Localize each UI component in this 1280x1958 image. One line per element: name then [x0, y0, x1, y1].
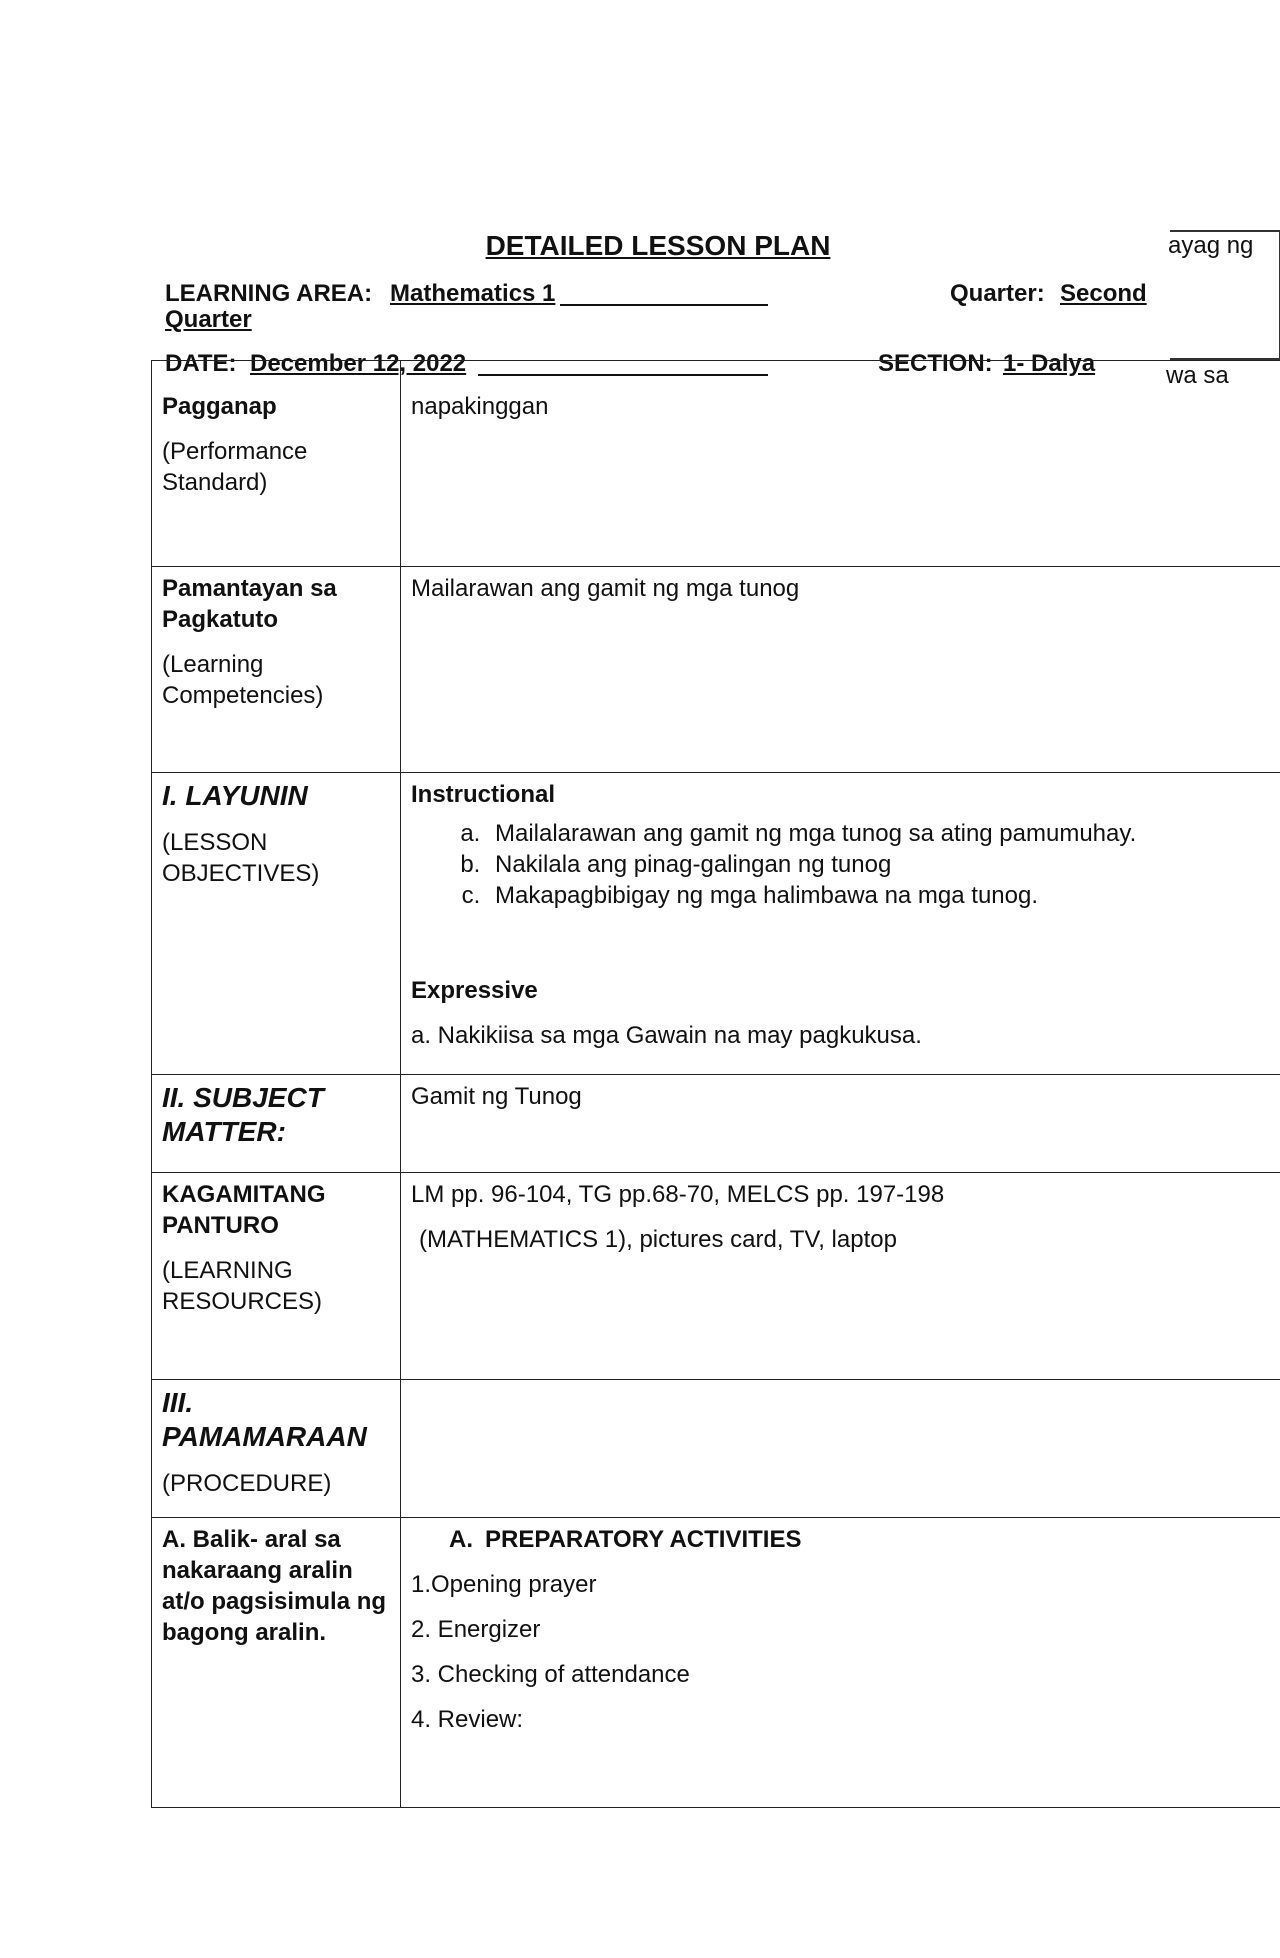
performance-standard-sub: (Performance Standard) — [162, 438, 308, 496]
expressive-item: a. Nakikiisa sa mga Gawain na may pagkukusa. — [411, 1022, 922, 1049]
table-row-procedure — [152, 1380, 1280, 1518]
list-item: c. Makapagbibigay ng mga halimbawa na mga tunog. — [487, 880, 1271, 911]
objectives-label-cell — [152, 773, 401, 1075]
instructional-heading: Instructional — [411, 781, 556, 808]
competencies-content: Mailarawan ang gamit ng mga tunog — [411, 575, 800, 602]
learning-area-label: LEARNING AREA: — [165, 280, 373, 307]
review-label-cell — [152, 1518, 401, 1808]
performance-standard-label: Pagganap — [162, 393, 277, 420]
learning-area-value: Mathematics 1 — [390, 280, 556, 307]
procedure-content-cell — [401, 1380, 1280, 1518]
date-label: DATE: — [165, 350, 237, 377]
resources-content-cell — [401, 1173, 1280, 1380]
competencies-label: Pamantayan sa Pagkatuto — [162, 575, 337, 633]
subject-label-cell — [152, 1075, 401, 1173]
list-item: b. Nakilala ang pinag-galingan ng tunog — [487, 849, 1271, 880]
table-row-objectives — [152, 773, 1280, 1075]
resources-label: KAGAMITANG PANTURO — [162, 1181, 326, 1239]
section-label: SECTION: — [878, 350, 993, 377]
table-row-learning-resources — [152, 1173, 1280, 1380]
learning-area-underline — [560, 304, 768, 306]
underlying-text-fragment: wa sa — [1166, 362, 1229, 389]
resources-line-2: (MATHEMATICS 1), pictures card, TV, laptop — [419, 1226, 897, 1253]
section-value: 1- Dalya — [1003, 350, 1096, 377]
resources-sub: (LEARNING RESOURCES) — [162, 1257, 323, 1315]
performance-standard-content: napakinggan — [411, 393, 549, 420]
quarter-value-continued: Quarter — [165, 306, 252, 333]
subject-content: Gamit ng Tunog — [411, 1083, 582, 1110]
list-item: a. Mailalarawan ang gamit ng mga tunog sa ating pamumuhay. — [487, 818, 1271, 849]
subject-content-cell — [401, 1075, 1280, 1173]
resources-line-1: LM pp. 96-104, TG pp.68-70, MELCS pp. 197-198 — [411, 1181, 945, 1208]
table-row-learning-competencies — [152, 567, 1280, 773]
competencies-label-cell — [152, 567, 401, 773]
quarter-value: Second — [1060, 280, 1147, 307]
objectives-list — [411, 818, 1271, 911]
quarter-label: Quarter: — [950, 280, 1045, 307]
objectives-sub: (LESSON OBJECTIVES) — [162, 829, 320, 887]
objectives-label: I. LAYUNIN — [162, 780, 308, 811]
document-title: DETAILED LESSON PLAN — [485, 230, 831, 261]
resources-label-cell — [152, 1173, 401, 1380]
procedure-label: III. PAMAMARAAN — [162, 1387, 367, 1452]
expressive-heading: Expressive — [411, 977, 538, 1004]
objectives-content-cell — [401, 773, 1280, 1075]
list-item: 4. Review: — [411, 1706, 524, 1733]
performance-standard-content-cell — [401, 361, 1280, 567]
procedure-sub: (PROCEDURE) — [162, 1470, 332, 1497]
underlying-text-fragment: ayag ng — [1168, 232, 1254, 259]
performance-standard-label-cell — [152, 361, 401, 567]
review-content-cell — [401, 1518, 1280, 1808]
subject-label: II. SUBJECT MATTER: — [162, 1082, 324, 1147]
table-row-review — [152, 1518, 1280, 1808]
competencies-sub: (Learning Competencies) — [162, 651, 324, 709]
competencies-content-cell — [401, 567, 1280, 773]
lesson-plan-table — [151, 360, 1280, 1808]
table-row-performance-standard — [152, 361, 1280, 567]
list-item: 2. Energizer — [411, 1616, 541, 1643]
table-row-subject-matter — [152, 1075, 1280, 1173]
date-value: December 12, 2022 — [250, 350, 467, 377]
review-label: A. Balik- aral sa nakaraang aralin at/o pagsisimula ng bagong aralin. — [162, 1526, 387, 1646]
procedure-label-cell — [152, 1380, 401, 1518]
list-item: 3. Checking of attendance — [411, 1661, 690, 1688]
list-item: 1.Opening prayer — [411, 1571, 597, 1598]
preparatory-heading: A. PREPARATORY ACTIVITIES — [449, 1526, 802, 1553]
